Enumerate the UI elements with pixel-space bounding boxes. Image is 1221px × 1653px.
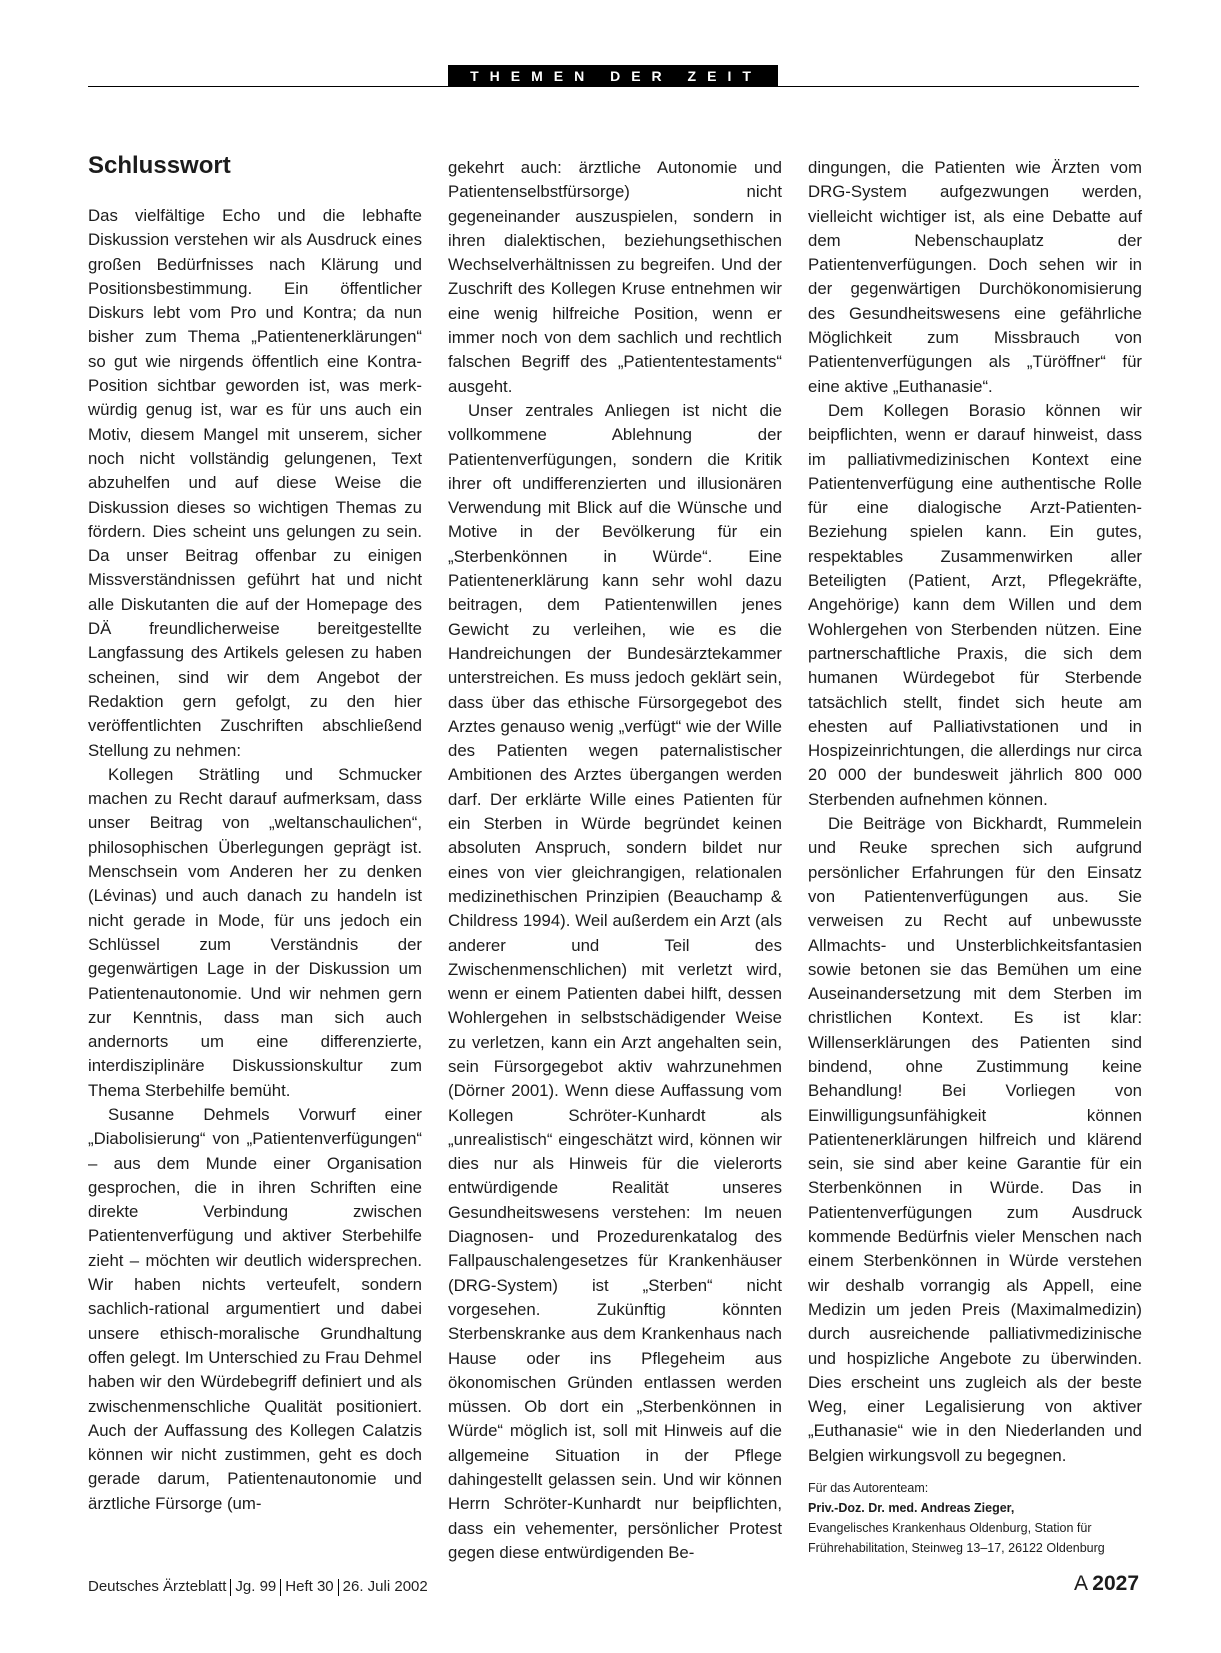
- paragraph: Das vielfältige Echo und die lebhafte Diskussion verstehen wir als Ausdruck eines großen Bedürfnisses nach Klärung und Positionsbestimmung. Ein öffentlicher Diskurs lebt vom Pro und Kontra; da nun bisher zum Thema „Patientenerklärungen“ so gut wie nirgends öffentlich eine Kontra-Position sichtbar geworden ist, was merk-würdig genug ist, war es für uns auch ein Motiv, diesem Mangel mit unserem, sicher noch nicht vollständig gelungenen, Text abzuhelfen und auf diese Weise die Diskussion dieses so wichtigen Themas zu fördern. Dies scheint uns gelungen zu sein. Da unser Beitrag offenbar zu einigen Missverständnissen geführt hat und nicht alle Diskutanten die auf der Homepage des DÄ freundlicherweise bereitgestellte Langfassung des Artikels gelesen zu haben scheinen, sind wir dem Angebot der Redaktion gern gefolgt, zu den hier veröffentlichten Zuschriften abschließend Stellung zu nehmen:: [88, 206, 422, 760]
- journal-name: Deutsches Ärzteblatt: [88, 1578, 227, 1595]
- author-affiliation: Evangelisches Krankenhaus Oldenburg, Station für: [808, 1521, 1092, 1536]
- paragraph: Unser zentrales Anliegen ist nicht die vollkommene Ablehnung der Patientenverfügungen, sondern die Kritik ihrer oft undifferenzierten und illusionären Verwendung mit Blick auf die Wünsche und Motive in der Bevölkerung für ein „Sterbenkönnen in Würde“. Eine Patientenerklärung kann sehr wohl dazu beitragen, dem Patientenwillen jenes Gewicht zu verleihen, wie es die Handreichungen der Bundesärztekammer unterstreichen. Es muss jedoch geklärt sein, dass über das ethische Fürsorgegebot des Arztes genauso wenig „verfügt“ wie der Wille des Patienten wegen paternalistischer Ambitionen des Arztes übergangen werden darf. Der erklärte Wille eines Patienten für ein Sterben in Würde begründet keinen absoluten Anspruch, sondern bildet nur eines von vier gleichrangigen, relationalen medizinethischen Prinzipien (Beauchamp & Childress 1994). Weil außerdem ein Arzt (als anderer und Teil des Zwischenmenschlichen) mit verletzt wird, wenn er einem Patienten dabei hilft, dessen Wohlergehen in selbstschädigender Weise zu verletzen, kann ein Arzt angehalten sein, sein Fürsorgegebot aktiv wahrzunehmen (Dörner 2001). Wenn diese Auffassung vom Kollegen Schröter-Kunhardt als „unrealistisch“ eingeschätzt wird, können wir dies nur als Hinweis für die vielerorts entwürdigende Realität unseres Gesundheitswesens verstehen: Im neuen Diagnosen- und Prozedurenkatalog des Fallpauschalengesetzes für Krankenhäuser (DRG-System) ist „Sterben“ nicht vorgesehen. Zukünftig könnten Sterbenskranke aus dem Krankenhaus nach Hause oder ins Pflegeheim aus ökonomischen Gründen entlassen werden müssen. Ob dort ein „Sterbenkönnen in Würde“ möglich ist, soll mit Hinweis auf die allgemeine Situation in der Pflege dahingestellt gelassen sein. Und wir können Herrn Schröter-Kunhardt nur beipflichten, dass ein vehementer, persönlicher Protest gegen diese entwürdigenden Be-: [448, 400, 782, 1562]
- article-title: Schlusswort: [88, 152, 231, 179]
- page-number: A 2027: [1074, 1572, 1139, 1595]
- issue-date: 26. Juli 2002: [342, 1578, 428, 1595]
- issue: Heft 30: [285, 1578, 334, 1595]
- paragraph: gekehrt auch: ärztliche Autonomie und Patientenselbstfürsorge) nicht gegeneinander auszuspielen, sondern in ihren dialektischen, beziehungsethischen Wechselverhältnissen zu begreifen. Und der Zuschrift des Kollegen Kruse entnehmen wir eine wenig hilfreiche Position, wenn er immer noch von dem sachlich und rechtlich falschen Begriff des „Patiententestaments“ ausgeht.: [448, 158, 782, 396]
- paragraph: Kollegen Strätling und Schmucker machen zu Recht darauf aufmerksam, dass unser Beitrag von „weltanschaulichen“, philosophischen Überlegungen geprägt ist. Menschsein vom Anderen her zu denken (Lévinas) und auch danach zu handeln ist nicht gerade in Mode, für uns jedoch ein Schlüssel zum Verständnis der gegenwärtigen Lage in der Diskussion um Patientenautonomie. Und wir nehmen gern zur Kenntnis, dass man sich auch andernorts um eine differenzierte, interdisziplinäre Diskussionskultur zum Thema Sterbehilfe bemüht.: [88, 764, 422, 1100]
- footer-citation: [88, 1578, 428, 1596]
- signature-intro: Für das Autorenteam:: [808, 1481, 929, 1496]
- volume: Jg. 99: [235, 1578, 277, 1595]
- paragraph: dingungen, die Patienten wie Ärzten vom DRG-System aufgezwungen werden, vielleicht wichtiger ist, als eine Debatte auf dem Nebenschauplatz der Patientenverfügungen. Doch sehen wir in der gegenwärtigen Durchökonomisierung des Gesundheitswesens eine gefährliche Möglichkeit zum Missbrauch von Patientenverfügungen als „Türöffner“ für eine aktive „Euthanasie“.: [808, 158, 1142, 396]
- author-address: Frührehabilitation, Steinweg 13–17, 26122 Oldenburg: [808, 1541, 1105, 1556]
- paragraph: Susanne Dehmels Vorwurf einer „Diabolisierung“ von „Patientenverfügungen“ – aus dem Munde einer Organisation gesprochen, die in ihren Schriften eine direkte Verbindung zwischen Patientenverfügung und aktiver Sterbehilfe zieht – möchten wir deutlich widersprechen. Wir haben nichts verteufelt, sondern sachlich-rational argumentiert und dabei unsere ethisch-moralische Grundhaltung offen gelegt. Im Unterschied zu Frau Dehmel haben wir den Würdebegriff definiert und als zwischenmenschliche Qualität positioniert. Auch der Auffassung des Kollegen Calatzis können wir nicht zustimmen, geht es doch gerade darum, Patientenautonomie und ärztliche Fürsorge (um-: [88, 1104, 422, 1513]
- section-header: THEMEN DER ZEIT: [448, 65, 778, 87]
- column-2: [448, 156, 782, 1565]
- header-rule: [88, 86, 1139, 87]
- author-name: Priv.-Doz. Dr. med. Andreas Zieger,: [808, 1501, 1015, 1516]
- footer-divider: [338, 1579, 339, 1596]
- author-signature: [808, 1478, 1142, 1558]
- paragraph: Dem Kollegen Borasio können wir beipflichten, wenn er darauf hinweist, dass im palliativmedizinischen Kontext eine Patientenverfügung eine authentische Rolle für eine dialogische Arzt-Patienten-Beziehung spielen kann. Ein gutes, respektables Zusammenwirken aller Beteiligten (Patient, Arzt, Pflegekräfte, Angehörige) kann dem Willen und dem Wohlergehen von Sterbenden nützen. Eine partnerschaftliche Praxis, die sich dem humanen Würdegebot für Sterbende tatsächlich stellt, findet sich heute am ehesten auf Palliativstationen und in Hospizeinrichtungen, die allerdings nur circa 20 000 der bundesweit jährlich 800 000 Sterbenden aufnehmen können.: [808, 400, 1142, 809]
- footer-divider: [230, 1579, 231, 1596]
- column-1: [88, 204, 422, 1516]
- footer-divider: [280, 1579, 281, 1596]
- column-3: [808, 156, 1142, 1558]
- paragraph: Die Beiträge von Bickhardt, Rummelein und Reuke sprechen sich aufgrund persönlicher Erfahrungen für den Einsatz von Patientenverfügungen aus. Sie verweisen zu Recht auf unbewusste Allmachts- und Unsterblichkeitsfantasien sowie betonen sie das Bemühen um eine Auseinandersetzung mit dem Sterben im christlichen Kontext. Es ist klar: Willenserklärungen des Patienten sind bindend, ohne Zustimmung keine Behandlung! Bei Vorliegen von Einwilligungsunfähigkeit können Patientenerklärungen hilfreich und klärend sein, sie sind aber keine Garantie für ein Sterbenkönnen in Würde. Das in Patientenverfügungen zum Ausdruck kommende Bedürfnis vieler Menschen nach einem Sterbenkönnen in Würde verstehen wir deshalb vorrangig als Appell, eine Medizin um jeden Preis (Maximalmedizin) durch ausreichende palliativmedizinische und hospizliche Angebote zu überwinden. Dies erscheint uns zugleich als der beste Weg, einer Legalisierung von aktiver „Euthanasie“ wie in den Niederlanden und Belgien wirkungsvoll zu begegnen.: [808, 814, 1142, 1465]
